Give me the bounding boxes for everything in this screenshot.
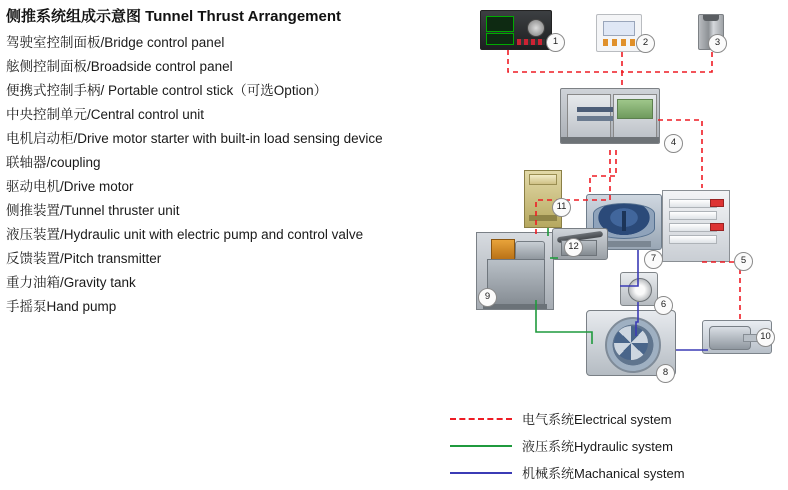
component-list-item-2: 舷侧控制面板/Broadside control panel <box>6 59 233 74</box>
component-list-item-3: 便携式控制手柄/ Portable control stick（可选Option） <box>6 83 328 98</box>
component-list-item-9: 液压装置/Hydraulic unit with electric pump and control valve <box>6 227 364 242</box>
badge-9: 9 <box>478 288 497 307</box>
component-list-item-8: 侧推装置/Tunnel thruster unit <box>6 203 180 218</box>
system-diagram <box>440 0 788 490</box>
badge-4: 4 <box>664 134 683 153</box>
badge-12: 12 <box>564 238 583 257</box>
badge-6: 6 <box>654 296 673 315</box>
badge-1: 1 <box>546 33 565 52</box>
component-list <box>6 6 466 319</box>
component-list-item-5: 电机启动柜/Drive motor starter with built-in load sensing device <box>6 131 383 146</box>
component-list-item-12: 手摇泵Hand pump <box>6 299 117 314</box>
badge-7: 7 <box>644 250 663 269</box>
badge-11: 11 <box>552 198 571 217</box>
badge-5: 5 <box>734 252 753 271</box>
key-label-hydraulic: 液压系统Hydraulic system <box>522 439 673 454</box>
badge-2: 2 <box>636 34 655 53</box>
key-label-electrical: 电气系统Electrical system <box>522 412 672 427</box>
key-label-mechanical: 机械系统Machanical system <box>522 466 685 481</box>
component-list-item-7: 驱动电机/Drive motor <box>6 179 134 194</box>
connection-lines <box>440 0 788 490</box>
page-title: 侧推系统组成示意图 Tunnel Thrust Arrangement <box>6 8 342 25</box>
component-list-item-11: 重力油箱/Gravity tank <box>6 275 136 290</box>
component-list-item-6: 联轴器/coupling <box>6 155 101 170</box>
badge-10: 10 <box>756 328 775 347</box>
badge-8: 8 <box>656 364 675 383</box>
component-list-item-1: 驾驶室控制面板/Bridge control panel <box>6 35 225 50</box>
component-list-item-4: 中央控制单元/Central control unit <box>6 107 205 122</box>
component-list-item-10: 反馈装置/Pitch transmitter <box>6 251 162 266</box>
badge-3: 3 <box>708 34 727 53</box>
